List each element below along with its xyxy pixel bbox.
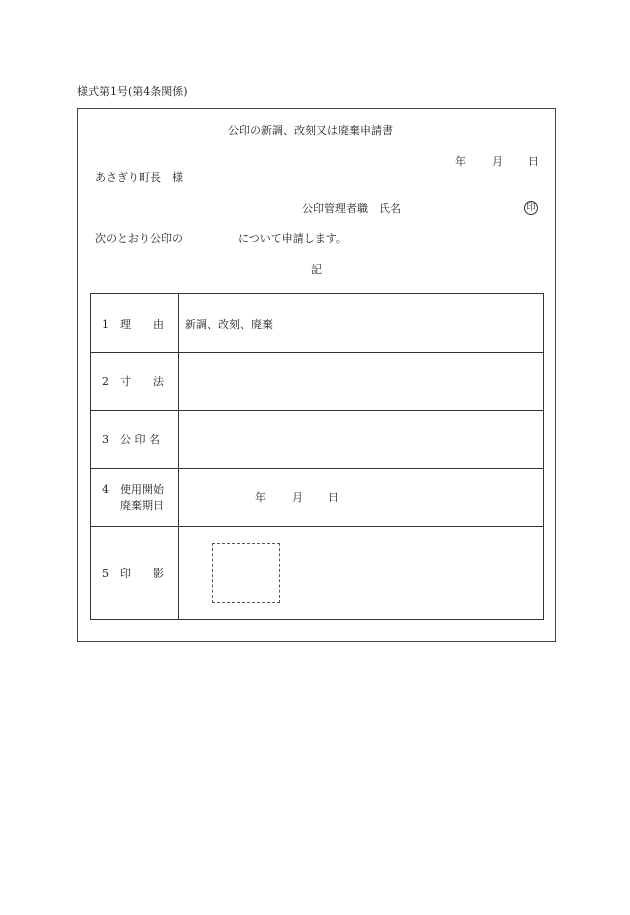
applicant-label: 公印管理者職 氏名: [302, 202, 401, 215]
row-number: 4: [102, 483, 109, 496]
details-table: [90, 293, 544, 620]
table-row-divider: [91, 526, 543, 527]
row-label-line1: 使用開始: [120, 483, 164, 496]
row-label: 印 影: [120, 567, 164, 580]
row-number: 2: [102, 375, 109, 388]
statement-before: 次のとおり公印の: [95, 232, 183, 245]
row-value: 新調、改刻、廃棄: [185, 318, 273, 331]
row-label-line2: 廃棄期日: [120, 499, 164, 512]
row-number: 3: [102, 433, 109, 446]
row-number: 1: [102, 318, 109, 331]
row-label: 理 由: [120, 318, 164, 331]
date-year: 年: [455, 155, 466, 168]
table-column-divider: [178, 294, 179, 619]
seal-impression-box: [212, 543, 280, 603]
table-row-divider: [91, 468, 543, 469]
table-row-divider: [91, 352, 543, 353]
row-number: 5: [102, 567, 109, 580]
form-number: 様式第1号(第4条関係): [77, 85, 188, 98]
row-date-month: 月: [292, 491, 303, 504]
ki-heading: 記: [311, 263, 322, 276]
seal-icon: 印: [524, 201, 538, 215]
row-label: 公 印 名: [120, 433, 160, 446]
form-title: 公印の新調、改刻又は廃棄申請書: [228, 124, 393, 137]
row-date-day: 日: [328, 491, 339, 504]
table-row-divider: [91, 410, 543, 411]
addressee: あさぎり町長 様: [95, 171, 183, 184]
row-label: 寸 法: [120, 375, 164, 388]
date-day: 日: [528, 155, 539, 168]
statement-after: について申請します。: [238, 232, 347, 245]
row-date-year: 年: [255, 491, 266, 504]
date-month: 月: [492, 155, 503, 168]
